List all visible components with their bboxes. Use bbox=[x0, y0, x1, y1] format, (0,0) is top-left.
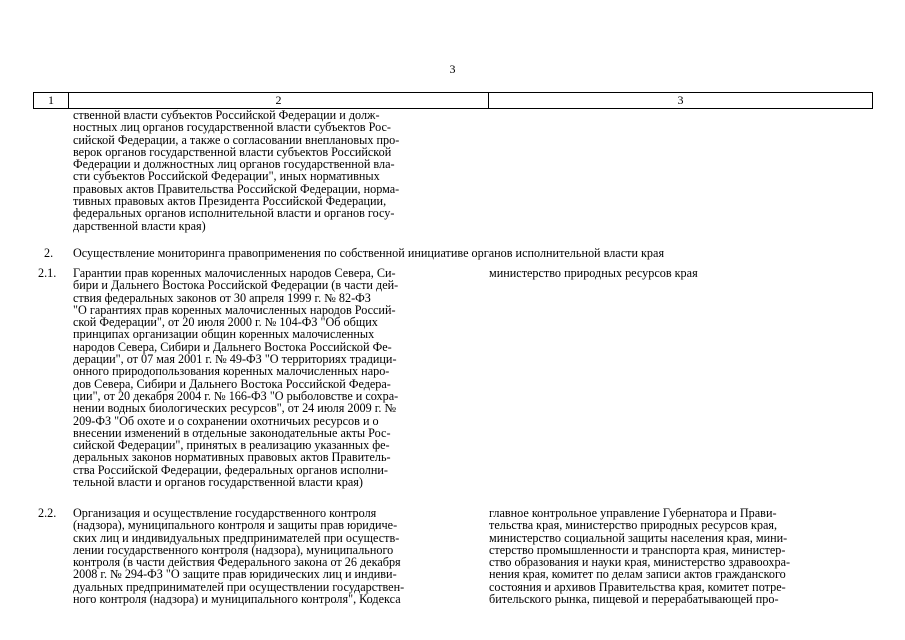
text-line: правовых актов Правительства Российской Федерации, норма- bbox=[73, 181, 400, 196]
text-line: 2008 г. № 294-ФЗ "О защите прав юридических лиц и индиви- bbox=[73, 567, 397, 582]
text-line: ской Федерации", от 20 июля 2000 г. № 104-ФЗ "Об общих bbox=[73, 315, 378, 330]
text-line: министерство природных ресурсов края bbox=[489, 266, 698, 280]
text-line: министерство социальной защиты населения края, мини- bbox=[489, 530, 788, 545]
item-2-1-text bbox=[73, 267, 485, 488]
text-line: сти субъектов Российской Федерации", иных нормативных bbox=[73, 169, 380, 184]
table-header-row bbox=[33, 92, 873, 109]
text-line: ции", от 20 декабря 2004 г. № 166-ФЗ "О рыболовстве и сохра- bbox=[73, 388, 399, 403]
text-line: дуальных предпринимателей при осуществлении государствен- bbox=[73, 579, 405, 594]
text-line: нении водных биологических ресурсов", от 24 июля 2009 г. № bbox=[73, 401, 397, 416]
text-line: тивных правовых актов Президента Российской Федерации, bbox=[73, 194, 387, 209]
text-line: ство образования и науки края, министерство здравоохра- bbox=[489, 555, 791, 570]
text-line: 209-ФЗ "Об охоте и о сохранении охотничьих ресурсов и о bbox=[73, 413, 379, 428]
text-line: главное контрольное управление Губернатора и Прави- bbox=[489, 506, 777, 520]
text-line: тельной власти и органов государственной власти края) bbox=[73, 475, 363, 490]
item-2-2-responsible bbox=[489, 507, 869, 605]
text-line: состояния и архивов Правительства края, комитет потре- bbox=[489, 579, 786, 594]
text-line: тельства края, министерство природных ресурсов края, bbox=[489, 518, 778, 533]
text-line: контроля (в части действия Федерального закона от 26 декабря bbox=[73, 555, 401, 570]
text-line: народов Севера, Сибири и Дальнего Востока Российской Фе- bbox=[73, 339, 392, 354]
text-line: бири и Дальнего Востока Российской Федерации (в части дей- bbox=[73, 278, 399, 293]
text-line: ственной власти субъектов Российской Федерации и долж- bbox=[73, 108, 380, 122]
item-2-2-text bbox=[73, 507, 485, 605]
text-line: нения края, комитет по делам записи актов гражданского bbox=[489, 567, 786, 582]
text-line: верок органов государственной власти субъектов Российской bbox=[73, 144, 392, 159]
item-2-1-number: 2.1. bbox=[38, 266, 57, 280]
text-line: внесении изменений в отдельные законодательные акты Рос- bbox=[73, 425, 391, 440]
text-line: (надзора), муниципального контроля и защиты прав юридиче- bbox=[73, 518, 398, 533]
text-line: сийской Федерации", принятых в реализацию указанных фе- bbox=[73, 438, 390, 453]
text-line: дарственной власти края) bbox=[73, 218, 206, 233]
text-line: Организация и осуществление государственного контроля bbox=[73, 506, 377, 520]
text-line: ских лиц и индивидуальных предпринимателей при осуществ- bbox=[73, 530, 400, 545]
section-2-title: Осуществление мониторинга правоприменения по собственной инициативе органов исполнительной власти края bbox=[73, 246, 665, 260]
text-line: стерство промышленности и транспорта края, министер- bbox=[489, 542, 786, 557]
header-col-2: 2 bbox=[69, 93, 489, 108]
page-number: 3 bbox=[449, 62, 456, 76]
header-col-3: 3 bbox=[677, 93, 684, 107]
text-line: Федерации и должностных лиц органов государственной вла- bbox=[73, 157, 395, 172]
item-2-2-number: 2.2. bbox=[38, 506, 57, 520]
text-line: ства Российской Федерации, федеральных органов исполни- bbox=[73, 462, 388, 477]
text-line: ствия федеральных законов от 30 апреля 1999 г. № 82-ФЗ bbox=[73, 290, 371, 305]
text-line: федеральных органов исполнительной власти и органов госу- bbox=[73, 206, 395, 221]
section-2-number: 2. bbox=[44, 246, 54, 260]
text-line: сийской Федерации, а также о согласовании внеплановых про- bbox=[73, 132, 400, 147]
text-line: онного природопользования коренных малочисленных наро- bbox=[73, 364, 390, 379]
text-line: дов Севера, Сибири и Дальнего Востока Российской Федера- bbox=[73, 376, 391, 391]
text-line: дерации", от 07 мая 2001 г. № 49-ФЗ "О территориях традици- bbox=[73, 352, 397, 367]
item-2-1-responsible bbox=[489, 267, 869, 279]
text-line: деральных законов нормативных правовых актов Правитель- bbox=[73, 450, 391, 465]
text-line: ного контроля (надзора) и муниципального контроля", Кодекса bbox=[73, 592, 401, 607]
text-line: лении государственного контроля (надзора), муниципального bbox=[73, 542, 394, 557]
text-line: Гарантии прав коренных малочисленных народов Севера, Си- bbox=[73, 266, 396, 280]
header-col-1: 1 bbox=[34, 93, 69, 108]
text-line: принципах организации общин коренных малочисленных bbox=[73, 327, 375, 342]
text-line: бительского рынка, пищевой и перерабатывающей про- bbox=[489, 592, 779, 607]
text-line: "О гарантиях прав коренных малочисленных народов Россий- bbox=[73, 302, 396, 317]
text-line: ностных лиц органов государственной власти субъектов Рос- bbox=[73, 120, 391, 135]
continuation-text bbox=[73, 109, 485, 232]
